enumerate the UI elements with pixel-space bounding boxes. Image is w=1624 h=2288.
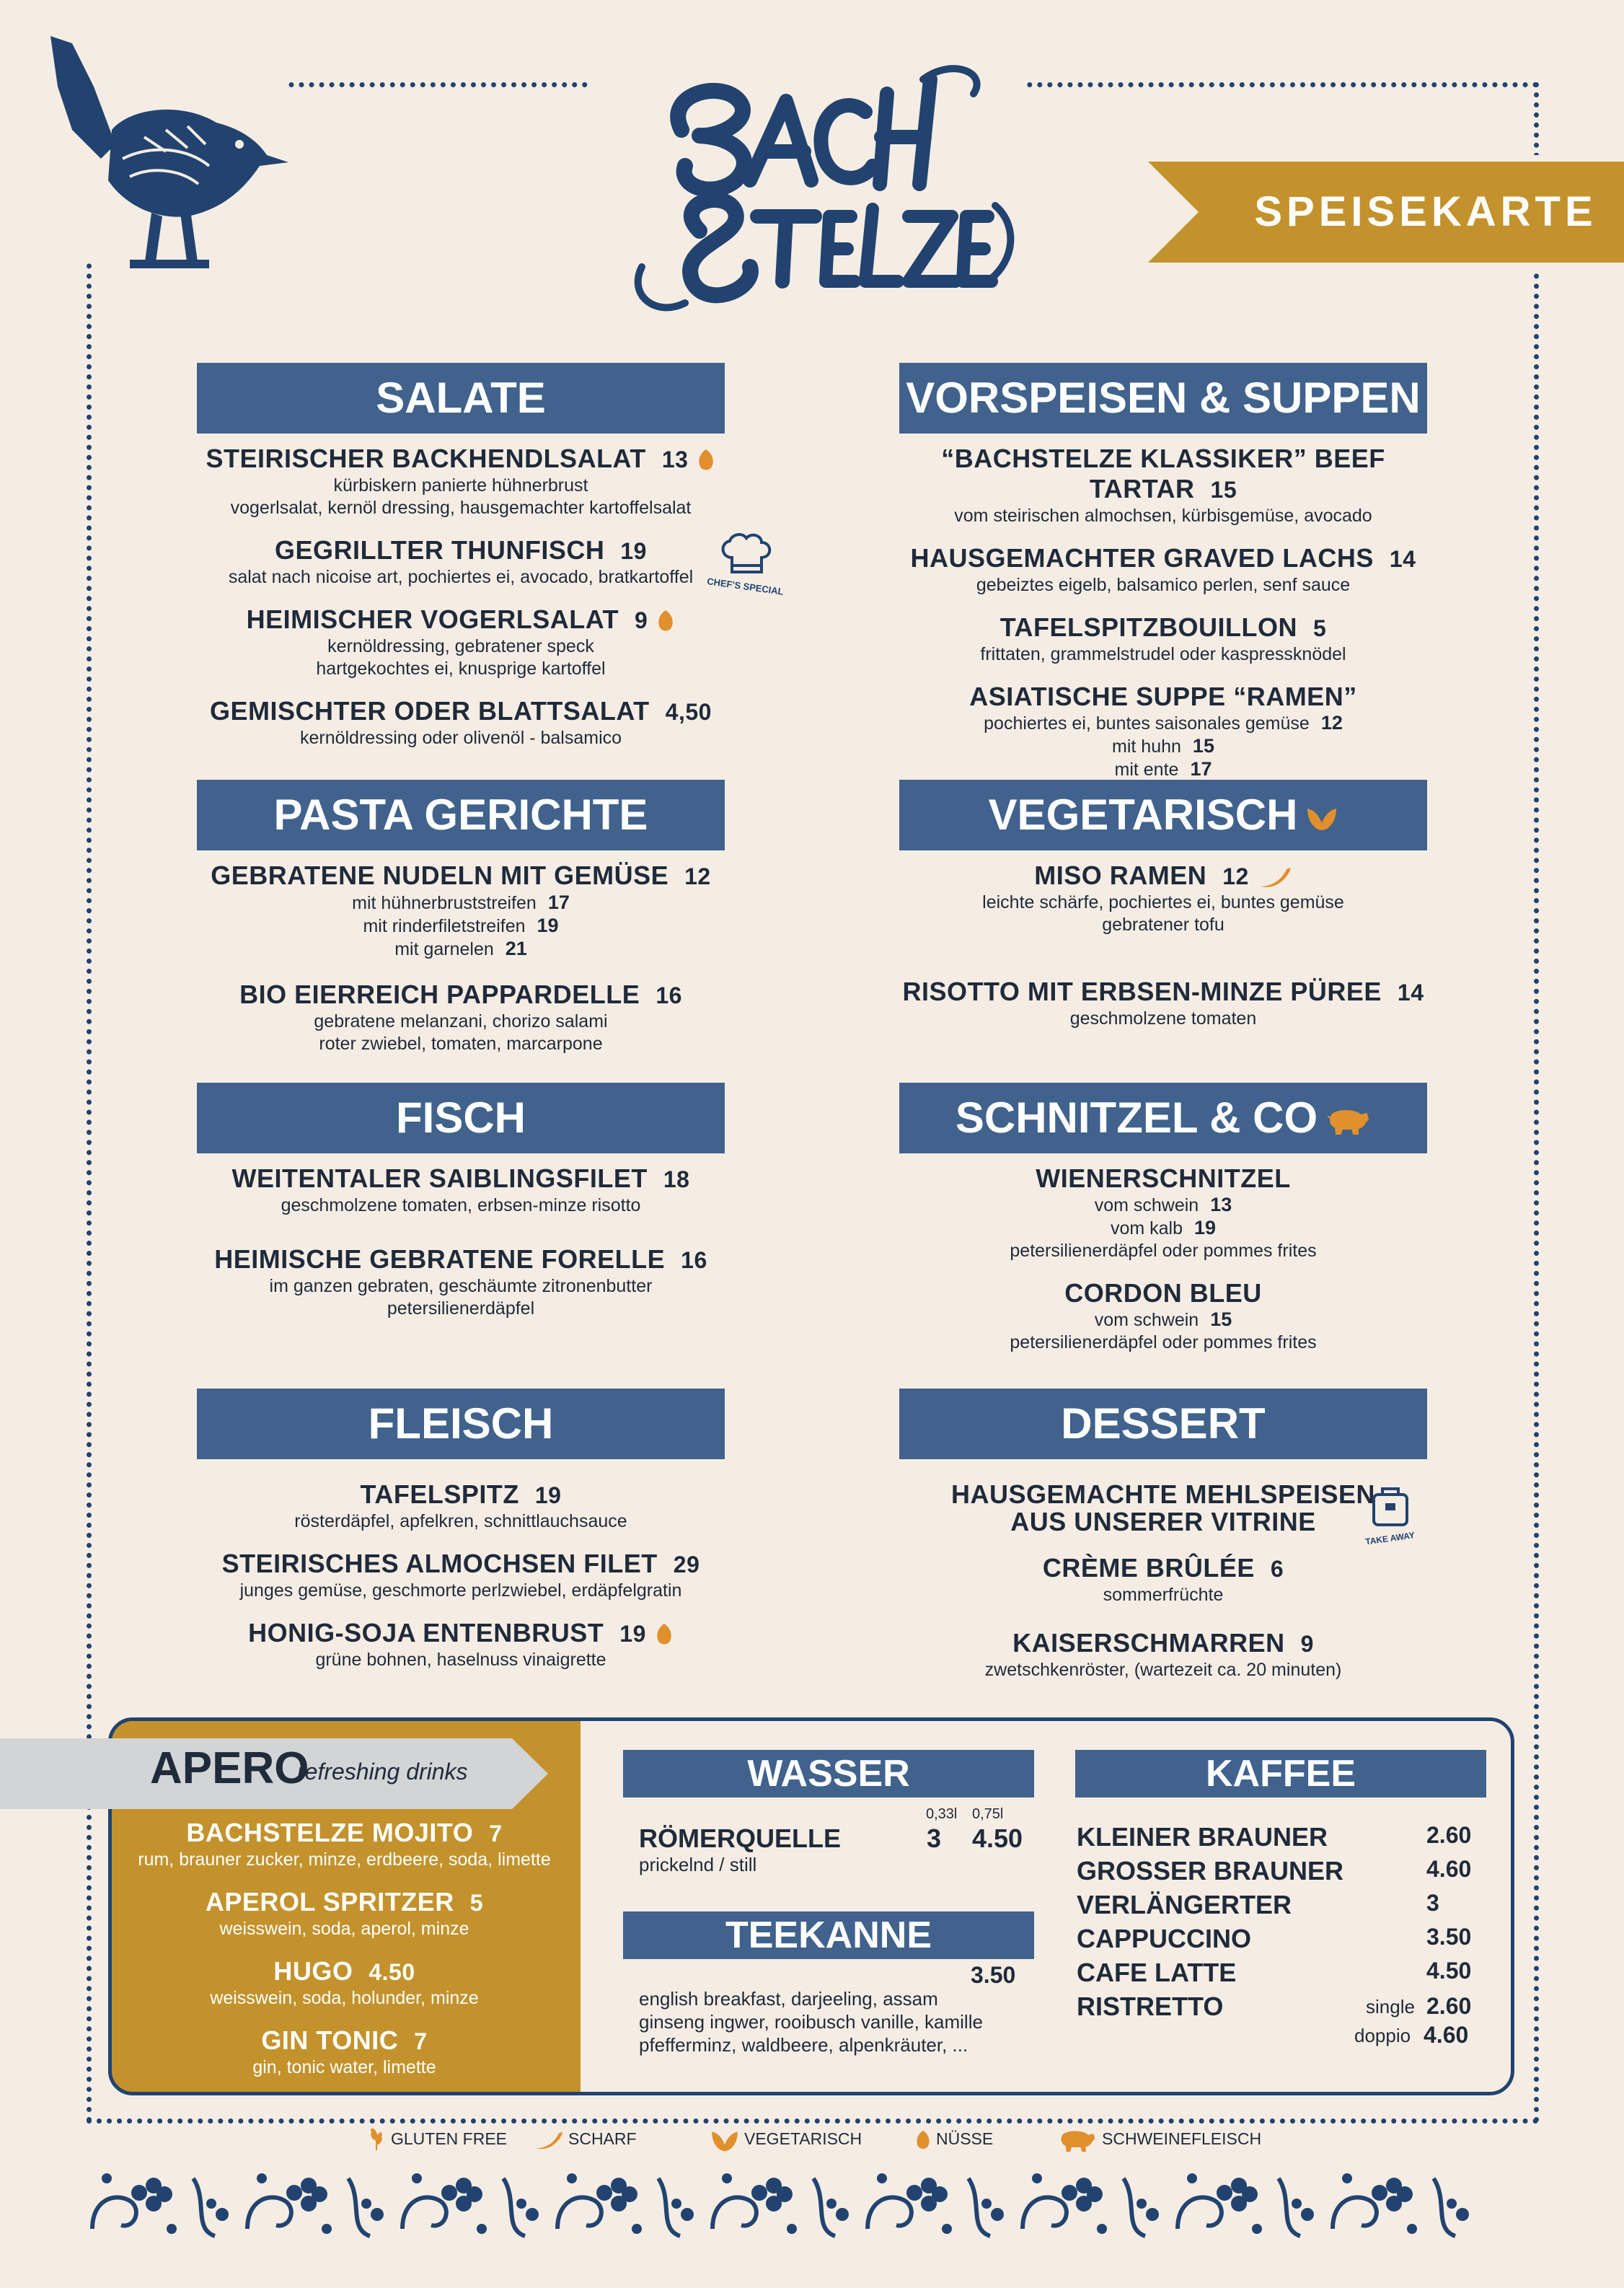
item-name: HEIMISCHER VOGERLSALAT: [246, 604, 619, 634]
leaf-icon: [710, 2128, 740, 2152]
takeaway-label: TAKE AWAY: [1364, 1530, 1416, 1547]
item-price: 29: [673, 1552, 700, 1578]
drink-name: GIN TONIC: [261, 2025, 399, 2055]
item-price: 13: [661, 446, 689, 472]
item-name: STEIRISCHES ALMOCHSEN FILET: [221, 1549, 658, 1578]
chef-hat-icon: [714, 532, 779, 577]
legend-vegetarisch: [710, 2124, 862, 2153]
takeaway-badge: [1365, 1484, 1423, 1549]
item-price: 19: [534, 1482, 562, 1508]
menu-item: [197, 1244, 725, 1320]
item-desc: gebeiztes eigelb, balsamico perlen, senf sauce: [976, 575, 1351, 595]
item-name: BIO EIERREICH PAPPARDELLE: [239, 980, 640, 1009]
pig-icon: [1057, 2127, 1098, 2153]
item-price: 19: [619, 1621, 646, 1647]
drink-desc: rum, brauner zucker, minze, erdbeere, soda, limette: [138, 1849, 551, 1870]
legend-gluten: [366, 2124, 507, 2153]
menu-item: [197, 535, 725, 589]
takeaway-box-icon: [1365, 1484, 1416, 1529]
ristretto-single-price: 2.60: [1426, 1993, 1472, 2019]
item-desc: mit ente: [1114, 760, 1179, 780]
coffee-price: 3.50: [1426, 1924, 1472, 1950]
item-name: MISO RAMEN: [1034, 861, 1207, 890]
drink-desc: weisswein, soda, aperol, minze: [219, 1919, 469, 1939]
item-desc: gebratener tofu: [1102, 915, 1224, 935]
section-header: [899, 1083, 1427, 1153]
coffee-name: GROSSER BRAUNER: [1077, 1856, 1344, 1886]
item-desc: mit huhn: [1112, 736, 1181, 757]
item-price: 6: [1270, 1556, 1284, 1582]
item-desc: kürbiskern panierte hühnerbrust: [333, 475, 588, 496]
tea-line: ginseng ingwer, rooibusch vanille, kamille: [639, 2011, 983, 2033]
menu-item: [197, 1479, 725, 1533]
item-price: 17: [1190, 758, 1212, 780]
item-desc: mit rinderfiletstreifen: [363, 916, 526, 936]
section-header: [899, 780, 1427, 850]
item-name: HONIG-SOJA ENTENBRUST: [248, 1618, 604, 1647]
teekanne-header: TEEKANNE: [623, 1911, 1034, 1959]
item-price: 19: [537, 915, 559, 936]
coffee-name: CAPPUCCINO: [1077, 1924, 1252, 1953]
item-desc: rösterdäpfel, apfelkren, schnittlauchsauce: [294, 1511, 627, 1531]
drink-name: APEROL SPRITZER: [205, 1887, 454, 1917]
item-price: 16: [656, 982, 682, 1008]
menu-item: [899, 977, 1427, 1030]
item-desc: junges gemüse, geschmorte perlzwiebel, erdäpfelgratin: [239, 1580, 682, 1601]
section-title: VEGETARISCH: [988, 791, 1298, 839]
item-desc: pochiertes ei, buntes saisonales gemüse: [984, 713, 1310, 734]
item-desc: hartgekochtes ei, knusprige kartoffel: [316, 659, 606, 679]
item-name: “BACHSTELZE KLASSIKER” BEEF TARTAR: [941, 444, 1385, 503]
apero-subtitle: refreshing drinks: [297, 1759, 468, 1785]
item-name: TAFELSPITZBOUILLON: [999, 612, 1297, 642]
drink-price: 5: [469, 1890, 484, 1916]
item-price: 19: [620, 538, 647, 564]
ristretto-doppio-label: doppio: [1354, 2025, 1411, 2046]
item-name: GEBRATENE NUDELN MIT GEMÜSE: [211, 861, 669, 890]
wasser-price-large: 4.50: [972, 1823, 1023, 1853]
item-price: 5: [1313, 615, 1327, 641]
item-name: HAUSGEMACHTE MEHLSPEISEN: [950, 1479, 1376, 1509]
menu-item: [899, 682, 1427, 781]
menu-item: [197, 1549, 725, 1602]
wasser-header: WASSER: [623, 1750, 1034, 1798]
coffee-price: 4.50: [1426, 1958, 1472, 1984]
kaffee-header: KAFFEE: [1075, 1750, 1486, 1798]
pig-icon: [1326, 1106, 1371, 1135]
coffee-price: 2.60: [1426, 1822, 1472, 1848]
menu-item: [899, 1553, 1427, 1606]
drink-name: BACHSTELZE MOJITO: [186, 1818, 474, 1847]
legend-label: NÜSSE: [936, 2129, 994, 2148]
item-name: HEIMISCHE GEBRATENE FORELLE: [214, 1244, 666, 1274]
coffee-name: RISTRETTO: [1077, 1992, 1224, 2021]
legend-scharf: [534, 2124, 637, 2153]
item-desc: petersilienerdäpfel oder pommes frites: [1010, 1241, 1317, 1261]
item-price: 9: [1300, 1631, 1314, 1657]
item-desc: mit garnelen: [394, 939, 494, 959]
item-price: 12: [684, 863, 711, 889]
item-desc: kernöldressing, gebratener speck: [327, 636, 594, 656]
section-header: SALATE: [197, 363, 725, 434]
item-name: CRÈME BRÛLÉE: [1042, 1553, 1255, 1583]
floral-ornament-border: [85, 2164, 1542, 2250]
menu-item: [899, 612, 1427, 666]
coffee-price: 3: [1426, 1890, 1439, 1916]
item-price: 14: [1389, 546, 1416, 572]
item-name: STEIRISCHER BACKHENDLSALAT: [206, 444, 646, 473]
section-header: VORSPEISEN & SUPPEN: [899, 363, 1427, 434]
item-name: ASIATISCHE SUPPE “RAMEN”: [969, 682, 1357, 711]
item-desc: petersilienerdäpfel: [387, 1298, 535, 1319]
item-desc: vogerlsalat, kernöl dressing, hausgemachter kartoffelsalat: [230, 498, 692, 518]
item-name: CORDON BLEU: [1064, 1278, 1262, 1308]
wasser-name: RÖMERQUELLE: [639, 1823, 842, 1853]
bachstelze-logo: [613, 50, 1017, 325]
apero-title: APERO: [150, 1743, 309, 1793]
menu-item: [899, 1278, 1427, 1354]
wheat-icon: [366, 2129, 387, 2152]
item-price: 19: [1194, 1217, 1217, 1238]
item-desc: vom kalb: [1110, 1218, 1183, 1238]
item-desc: leichte schärfe, pochiertes ei, buntes gemüse: [982, 892, 1344, 912]
menu-item: [899, 1163, 1427, 1262]
item-name: AUS UNSERER VITRINE: [1010, 1507, 1316, 1536]
item-desc: im ganzen gebraten, geschäumte zitronenbutter: [269, 1276, 653, 1296]
section-vorspeisen: [899, 363, 1427, 781]
item-price: 9: [635, 607, 648, 633]
nut-icon: [697, 448, 715, 472]
section-title: SCHNITZEL & CO: [955, 1094, 1318, 1142]
drink-desc: weisswein, soda, holunder, minze: [210, 1988, 479, 2008]
drink-price: 7: [414, 2028, 428, 2054]
item-price: 15: [1192, 735, 1214, 757]
menu-item: [899, 543, 1427, 597]
legend-label: VEGETARISCH: [744, 2129, 862, 2148]
coffee-name: KLEINER BRAUNER: [1077, 1822, 1328, 1852]
chefs-special-label: CHEF'S SPECIAL: [706, 576, 785, 597]
ristretto-doppio-price: 4.60: [1424, 2022, 1469, 2048]
ristretto-single-label: single: [1366, 1996, 1415, 2018]
drink-desc: gin, tonic water, limette: [252, 2057, 436, 2077]
item-desc: mit hühnerbruststreifen: [352, 893, 537, 913]
item-price: 13: [1210, 1194, 1232, 1215]
banner-title: SPEISEKARTE: [1254, 188, 1597, 235]
item-desc: salat nach nicoise art, pochiertes ei, avocado, bratkartoffel: [228, 567, 694, 587]
section-schnitzel: [899, 1083, 1427, 1354]
wasser-size-large: 0,75l: [972, 1806, 1004, 1822]
wasser-price-small: 3: [927, 1823, 942, 1853]
tea-line: pfefferminz, waldbeere, alpenkräuter, ...: [639, 2034, 968, 2056]
section-pasta: [197, 780, 725, 1055]
item-desc: vom steirischen almochsen, kürbisgemüse, avocado: [954, 506, 1372, 526]
drink-price: 7: [489, 1821, 503, 1847]
menu-item: [197, 444, 725, 519]
item-name: RISOTTO MIT ERBSEN-MINZE PÜREE: [902, 977, 1382, 1006]
section-header: PASTA GERICHTE: [197, 780, 725, 850]
chili-icon: [534, 2129, 564, 2151]
item-desc: sommerfrüchte: [1103, 1585, 1224, 1605]
item-price: 15: [1210, 477, 1237, 503]
item-name: GEGRILLTER THUNFISCH: [275, 535, 605, 565]
nut-icon: [914, 2129, 932, 2151]
tea-line: english breakfast, darjeeling, assam: [639, 1988, 938, 2010]
chefs-special-badge: [706, 532, 785, 597]
item-price: 12: [1222, 863, 1249, 889]
item-desc: petersilienerdäpfel oder pommes frites: [1010, 1332, 1317, 1352]
drink-item: [108, 1818, 581, 1871]
teekanne-price: 3.50: [971, 1962, 1016, 1988]
legend-label: SCHARF: [568, 2129, 637, 2148]
legend-nuesse: [914, 2124, 993, 2153]
nut-icon: [655, 1622, 674, 1647]
item-price: 18: [663, 1166, 690, 1192]
item-desc: geschmolzene tomaten, erbsen-minze risotto: [281, 1195, 641, 1215]
section-fisch: [197, 1083, 725, 1320]
section-vegetarisch: [899, 780, 1427, 1030]
menu-item: [197, 604, 725, 680]
menu-item: [197, 1618, 725, 1671]
coffee-name: CAFE LATTE: [1077, 1958, 1237, 1987]
drink-item: [108, 1956, 581, 2010]
item-desc: kernöldressing oder olivenöl - balsamico: [299, 728, 622, 748]
speisekarte-banner: [1148, 162, 1624, 263]
section-header: DESSERT: [899, 1389, 1427, 1459]
section-header: FISCH: [197, 1083, 725, 1153]
item-name: GEMISCHTER ODER BLATTSALAT: [210, 696, 650, 726]
coffee-price: 4.60: [1426, 1856, 1472, 1882]
item-name: KAISERSCHMARREN: [1012, 1628, 1285, 1658]
menu-item: [899, 444, 1427, 527]
menu-item: [899, 1628, 1427, 1681]
legend-label: SCHWEINEFLEISCH: [1102, 2129, 1262, 2148]
menu-item: [197, 980, 725, 1055]
item-desc: roter zwiebel, tomaten, marcarpone: [319, 1034, 603, 1054]
menu-item: [899, 861, 1427, 936]
item-price: 16: [681, 1247, 707, 1273]
menu-item: [899, 1479, 1427, 1537]
menu-item: [197, 1163, 725, 1217]
drink-name: HUGO: [273, 1956, 353, 1986]
item-desc: vom schwein: [1094, 1195, 1199, 1215]
wagtail-bird-icon: [43, 22, 288, 281]
section-header: FLEISCH: [197, 1389, 725, 1459]
leaf-icon: [1306, 804, 1338, 832]
item-price: 21: [505, 938, 527, 959]
item-name: TAFELSPITZ: [360, 1479, 519, 1509]
apero-list: [108, 1810, 581, 2079]
item-desc: frittaten, grammelstrudel oder kaspressknödel: [980, 644, 1346, 664]
chili-icon: [1258, 865, 1292, 889]
item-price: 17: [547, 892, 570, 913]
menu-item: [197, 696, 725, 749]
drink-item: [108, 1887, 581, 1940]
item-price: 14: [1397, 980, 1424, 1006]
section-fleisch: [197, 1389, 725, 1671]
item-name: WEITENTALER SAIBLINGSFILET: [231, 1163, 648, 1193]
item-desc: zwetschkenröster, (wartezeit ca. 20 minuten): [984, 1660, 1342, 1680]
drink-item: [108, 2025, 581, 2079]
item-desc: grüne bohnen, haselnuss vinaigrette: [315, 1650, 606, 1670]
wasser-size-small: 0,33l: [926, 1806, 958, 1822]
item-name: WIENERSCHNITZEL: [1036, 1163, 1291, 1193]
item-price: 12: [1320, 712, 1343, 734]
menu-item: [197, 861, 725, 961]
item-desc: vom schwein: [1094, 1310, 1199, 1330]
nut-icon: [656, 609, 675, 633]
item-price: 4,50: [665, 699, 712, 725]
coffee-name: VERLÄNGERTER: [1077, 1890, 1292, 1919]
legend-schwein: [1057, 2124, 1261, 2153]
wasser-desc: prickelnd / still: [639, 1854, 757, 1875]
section-dessert: [899, 1389, 1427, 1681]
item-desc: geschmolzene tomaten: [1069, 1008, 1257, 1029]
item-desc: gebratene melanzani, chorizo salami: [314, 1011, 608, 1031]
item-price: 15: [1210, 1308, 1232, 1330]
drink-price: 4.50: [369, 1959, 415, 1985]
legend-label: GLUTEN FREE: [391, 2129, 508, 2148]
section-salate: [197, 363, 725, 749]
item-name: HAUSGEMACHTER GRAVED LACHS: [910, 543, 1374, 573]
